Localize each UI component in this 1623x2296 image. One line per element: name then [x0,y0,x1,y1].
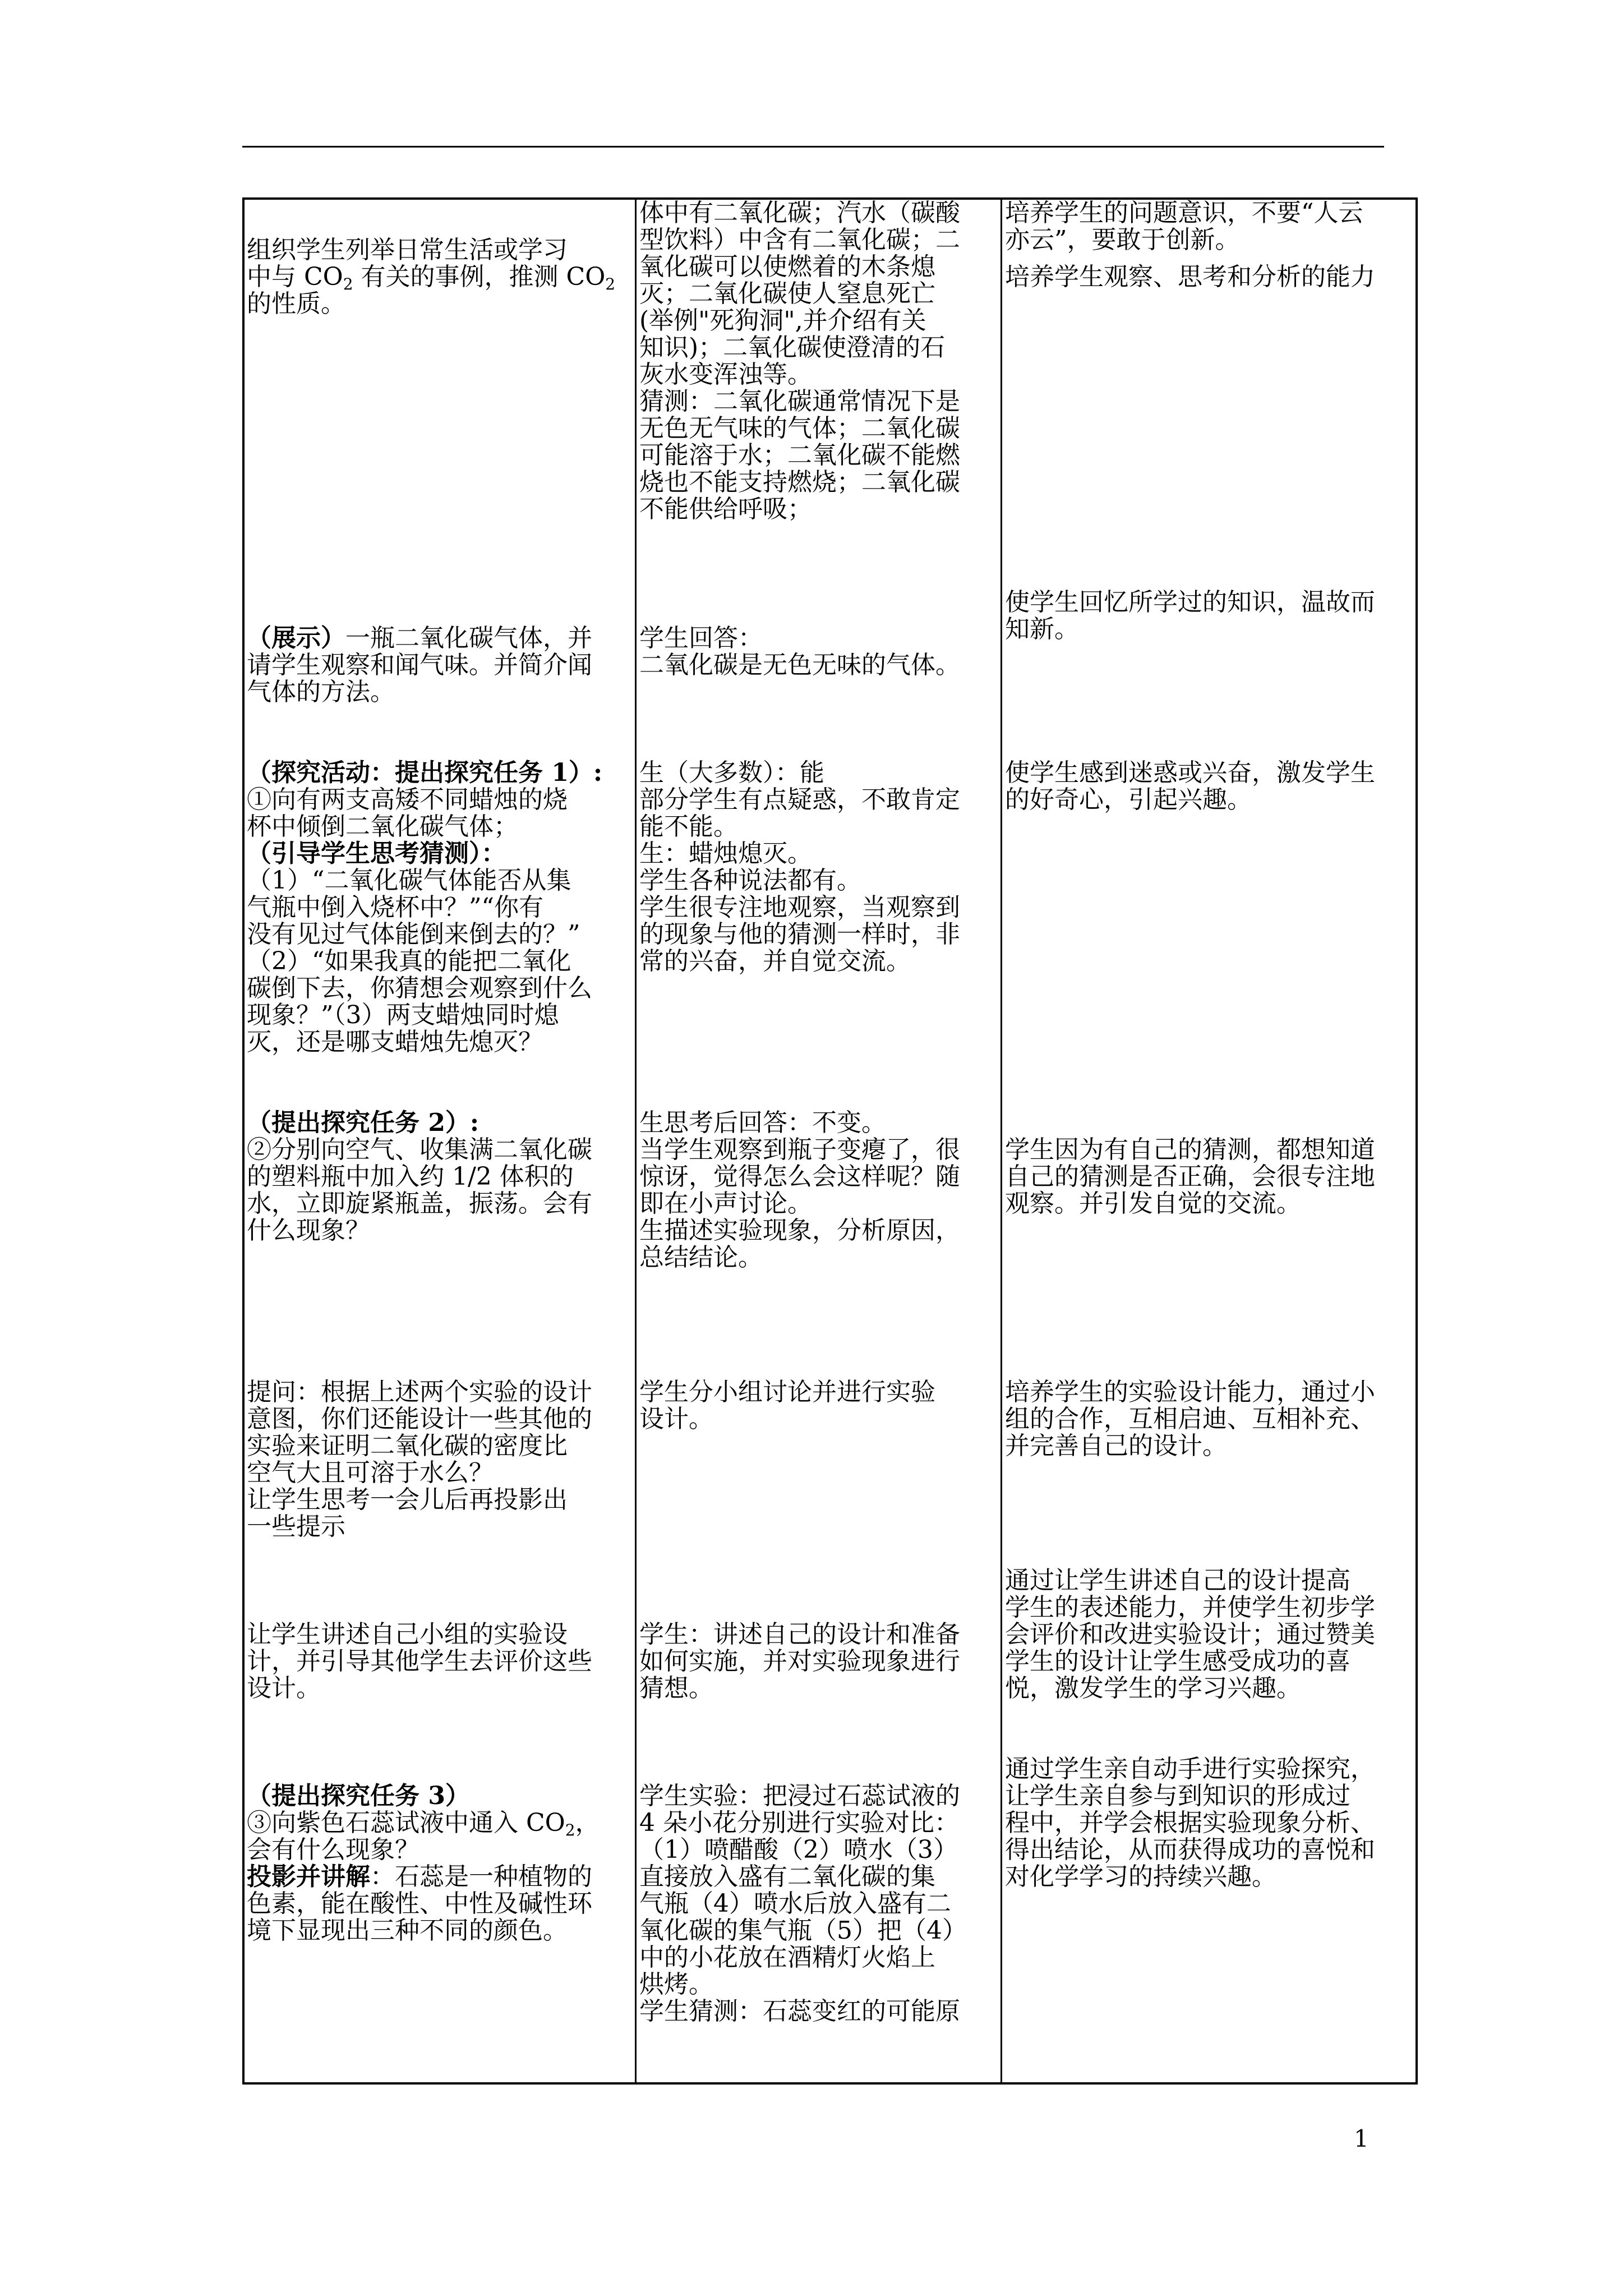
text-line: 不能供给呼吸； [639,495,812,523]
text-line: 如何实施，并对实验现象进行 [639,1647,960,1676]
text-line: 使学生回忆所学过的知识，温故而 [1005,588,1375,616]
column-divider [635,200,637,2082]
text-line: 猜测：二氧化碳通常情况下是 [639,387,960,416]
text-line: 氧化碳的集气瓶（5）把（4） [639,1916,967,1945]
text-line: （提出探究任务 2）: [247,1108,479,1137]
text-line: （探究活动：提出探究任务 1）: [247,758,603,787]
text-line: 色素，能在酸性、中性及碱性环 [247,1889,592,1918]
text-line: 即在小声讨论。 [639,1189,812,1218]
text-line: 中与 $CO_2$ 有关的事例，推测 $CO_2$ [247,263,616,293]
text-line: 气瓶中倒入烧杯中？”“你有 [247,893,543,922]
text-line: 氧化碳可以使燃着的木条熄 [639,252,935,281]
text-line: 灭；二氧化碳使人窒息死亡 [639,279,935,308]
text-line: 学生各种说法都有。 [639,866,861,895]
text-line: （提出探究任务 3） [247,1782,470,1810]
text-line: 悦，激发学生的学习兴趣。 [1005,1674,1301,1703]
text-line: 培养学生的实验设计能力，通过小 [1005,1378,1375,1406]
text-line: 碳倒下去，你猜想会观察到什么 [247,974,592,1002]
text-line: （1）喷醋酸（2）喷水（3） [639,1835,958,1864]
text-line: 当学生观察到瓶子变瘪了，很 [639,1135,960,1164]
text-line: 常的兴奋，并自觉交流。 [639,947,911,976]
text-line: 体中有二氧化碳；汽水（碳酸 [639,199,960,227]
text-line: 水，立即旋紧瓶盖，振荡。会有 [247,1189,592,1218]
text-line: 猜想。 [639,1674,713,1703]
text-line: (举例"死狗洞",并介绍有关 [639,306,926,335]
text-line: （展示）一瓶二氧化碳气体，并 [247,624,592,652]
text-line: ①向有两支高矮不同蜡烛的烧 [247,785,568,814]
text-line: 并完善自己的设计。 [1005,1432,1227,1460]
text-line: 灭，还是哪支蜡烛先熄灭？ [247,1028,543,1056]
page-number: 1 [1354,2125,1369,2152]
text-line: 气体的方法。 [247,678,395,706]
text-line: 的好奇心，引起兴趣。 [1005,785,1252,814]
text-line: 通过学生亲自动手进行实验探究， [1005,1755,1375,1783]
text-line: 使学生感到迷惑或兴奋，激发学生 [1005,758,1375,787]
text-line: 学生的表述能力，并使学生初步学 [1005,1593,1375,1622]
text-line: 生（大多数）：能 [639,758,824,787]
text-line: 意图，你们还能设计一些其他的 [247,1405,592,1433]
text-line: 学生因为有自己的猜测，都想知道 [1005,1135,1375,1164]
text-line: 什么现象？ [247,1216,370,1245]
text-line: 组织学生列举日常生活或学习 [247,236,568,264]
text-line: 观察。并引发自觉的交流。 [1005,1189,1301,1218]
text-line: 自己的猜测是否正确，会很专注地 [1005,1162,1375,1191]
text-line: 现象？”（3）两支蜡烛同时熄 [247,1001,559,1029]
text-line: 生：蜡烛熄灭。 [639,839,812,868]
text-line: 培养学生的问题意识，不要“人云 [1005,199,1363,227]
text-line: 空气大且可溶于水么？ [247,1458,494,1487]
text-line: 学生：讲述自己的设计和准备 [639,1620,960,1649]
text-line: 部分学生有点疑惑，不敢肯定 [639,785,960,814]
text-line: 型饮料）中含有二氧化碳；二 [639,226,960,254]
text-line: 组的合作，互相启迪、互相补充、 [1005,1405,1375,1433]
text-line: 灰水变浑浊等。 [639,360,812,389]
text-line: 培养学生观察、思考和分析的能力 [1005,263,1375,291]
text-line: 总结结论。 [639,1243,763,1272]
text-line: 通过让学生讲述自己的设计提高 [1005,1566,1350,1595]
text-line: 直接放入盛有二氧化碳的集 [639,1862,935,1891]
text-line: 让学生思考一会儿后再投影出 [247,1485,568,1514]
text-line: 4 朵小花分别进行实验对比： [639,1809,959,1837]
text-line: 杯中倾倒二氧化碳气体； [247,812,518,841]
text-line: 会评价和改进实验设计；通过赞美 [1005,1620,1375,1649]
text-line: 程中，并学会根据实验现象分析、 [1005,1809,1375,1837]
text-line: 的塑料瓶中加入约 1/2 体积的 [247,1162,574,1191]
text-line: 学生猜测：石蕊变红的可能原 [639,1997,960,2026]
text-line: 请学生观察和闻气味。并简介闻 [247,651,592,679]
text-line: 能不能。 [639,812,738,841]
text-line: 一些提示 [247,1512,345,1541]
text-line: 提问：根据上述两个实验的设计 [247,1378,592,1406]
text-line: 会有什么现象？ [247,1835,419,1864]
text-line: 让学生亲自参与到知识的形成过 [1005,1782,1350,1810]
text-line: 对化学学习的持续兴趣。 [1005,1862,1276,1891]
text-line: 投影并讲解：石蕊是一种植物的 [247,1862,592,1891]
text-line: 气瓶（4）喷水后放入盛有二 [639,1889,951,1918]
text-line: 学生分小组讨论并进行实验 [639,1378,935,1406]
lesson-table [242,197,1418,2085]
text-line: 计，并引导其他学生去评价这些 [247,1647,592,1676]
text-line: 学生回答： [639,624,763,652]
text-line: （1）“二氧化碳气体能否从集 [247,866,571,895]
text-line: 中的小花放在酒精灯火焰上 [639,1943,935,1972]
text-line: 得出结论，从而获得成功的喜悦和 [1005,1835,1375,1864]
column-divider [1000,200,1002,2082]
text-line: （2）“如果我真的能把二氧化 [247,947,571,976]
text-line: （引导学生思考猜测）： [247,839,506,868]
text-line: 亦云”，要敢于创新。 [1005,226,1240,254]
text-line: 惊讶，觉得怎么会这样呢？随 [639,1162,960,1191]
text-line: 学生的设计让学生感受成功的喜 [1005,1647,1350,1676]
text-line: 学生实验：把浸过石蕊试液的 [639,1782,960,1810]
text-line: 无色无气味的气体；二氧化碳 [639,414,960,443]
text-line: 学生很专注地观察，当观察到 [639,893,960,922]
text-line: 设计。 [247,1674,321,1703]
text-line: 二氧化碳是无色无味的气体。 [639,651,960,679]
text-line: 烘烤。 [639,1970,713,1999]
text-line: 没有见过气体能倒来倒去的？” [247,920,580,949]
text-line: 知新。 [1005,615,1079,643]
text-line: 境下显现出三种不同的颜色。 [247,1916,568,1945]
text-line: 烧也不能支持燃烧；二氧化碳 [639,468,960,496]
text-line: 的性质。 [247,289,345,318]
text-line: 知识)；二氧化碳使澄清的石 [639,333,946,362]
text-line: 生描述实验现象，分析原因， [639,1216,960,1245]
text-line: 实验来证明二氧化碳的密度比 [247,1432,568,1460]
text-line: 设计。 [639,1405,713,1433]
text-line: 可能溶于水；二氧化碳不能燃 [639,441,960,470]
header-rule [242,146,1384,148]
text-line: 生思考后回答：不变。 [639,1108,886,1137]
text-line: 让学生讲述自己小组的实验设 [247,1620,568,1649]
text-line: 的现象与他的猜测一样时，非 [639,920,960,949]
text-line: ②分别向空气、收集满二氧化碳 [247,1135,592,1164]
text-line: ③向紫色石蕊试液中通入 $CO_2$， [247,1809,600,1839]
